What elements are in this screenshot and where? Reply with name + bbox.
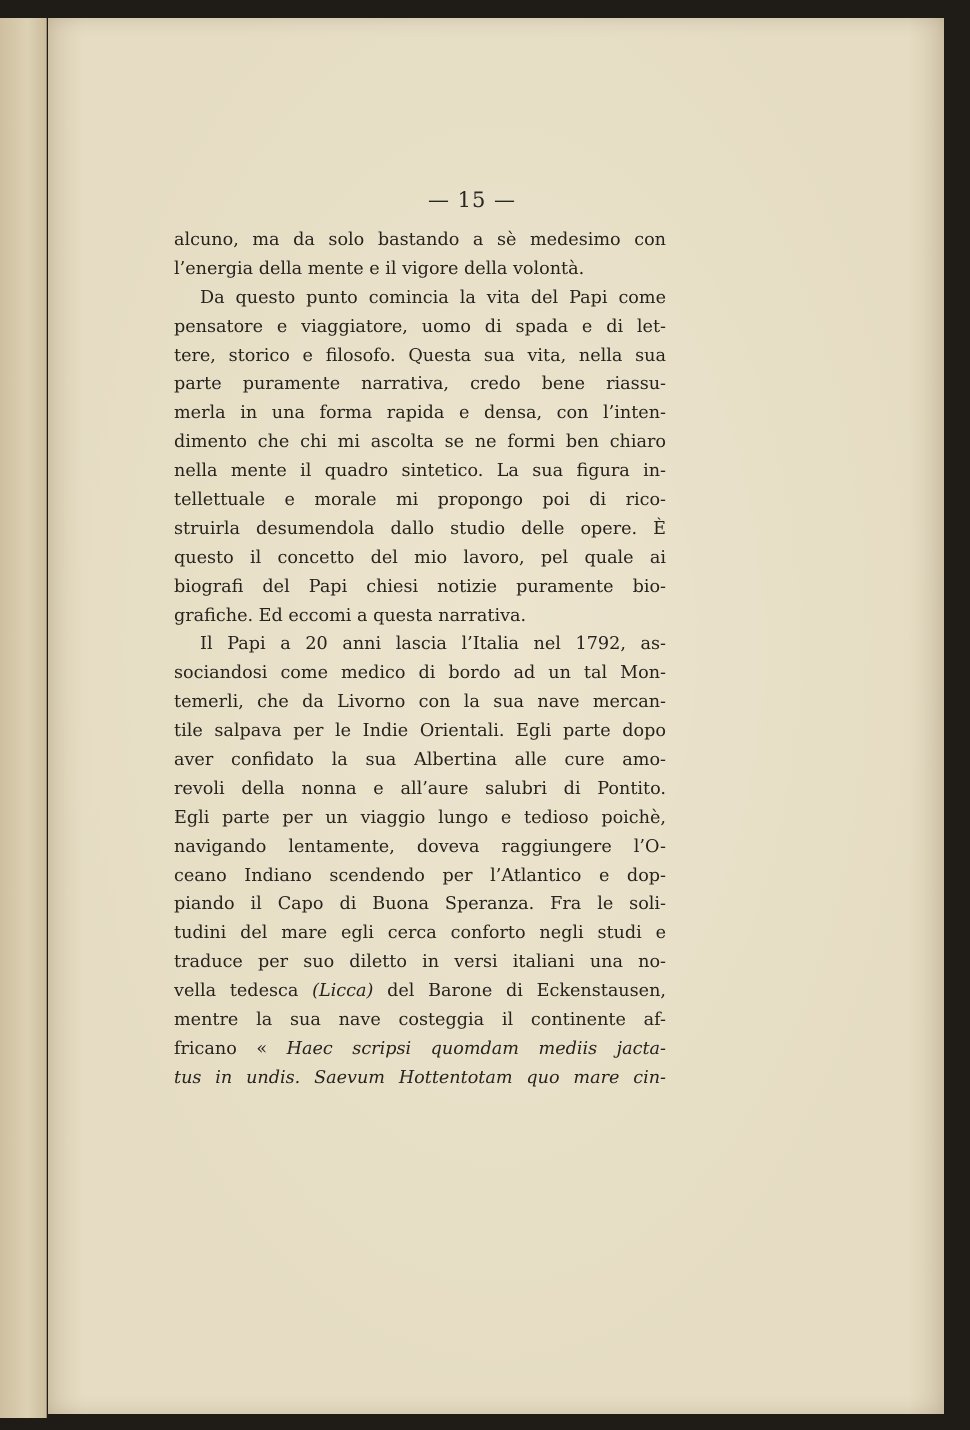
text-line xyxy=(174,342,666,371)
italic-text-segment: tus in undis. Saevum Hottentotam quo mare cin- xyxy=(174,1067,666,1088)
text-line xyxy=(174,573,666,602)
text-segment: aver confidato la sua Albertina alle cure amo- xyxy=(174,750,666,771)
text-segment: vella tedesca xyxy=(174,981,313,1002)
text-segment: traduce per suo diletto in versi italiani una no- xyxy=(174,952,666,973)
text-segment: biografi del Papi chiesi notizie puramente bio- xyxy=(174,576,666,597)
text-segment: ceano Indiano scendendo per l’Atlantico e dop- xyxy=(174,865,666,886)
body-text xyxy=(174,226,666,1093)
text-line xyxy=(174,602,666,631)
text-line xyxy=(174,948,666,977)
text-line xyxy=(174,313,666,342)
text-line xyxy=(174,399,666,428)
text-line xyxy=(174,515,666,544)
text-segment: temerli, che da Livorno con la sua nave mercan- xyxy=(174,692,666,713)
text-line xyxy=(174,544,666,573)
text-segment: nella mente il quadro sintetico. La sua figura in- xyxy=(174,461,666,482)
previous-page-edge xyxy=(0,18,47,1418)
text-line xyxy=(174,284,666,313)
text-line xyxy=(174,890,666,919)
text-line xyxy=(174,428,666,457)
text-line xyxy=(174,919,666,948)
text-segment: mentre la sua nave costeggia il continente af- xyxy=(174,1010,666,1031)
book-page xyxy=(48,18,944,1414)
text-segment: tile salpava per le Indie Orientali. Egli parte dopo xyxy=(174,721,666,742)
text-segment: merla in una forma rapida e densa, con l’inten- xyxy=(174,403,666,424)
text-line xyxy=(174,775,666,804)
text-line xyxy=(174,226,666,255)
text-segment: tere, storico e filosofo. Questa sua vita, nella sua xyxy=(174,345,666,366)
text-line xyxy=(174,486,666,515)
text-line xyxy=(174,833,666,862)
italic-text-segment: (Licca) xyxy=(312,981,374,1002)
text-line xyxy=(174,1064,666,1093)
text-segment: revoli della nonna e all’aure salubri di Pontito. xyxy=(174,778,666,799)
text-line xyxy=(174,630,666,659)
text-segment: parte puramente narrativa, credo bene riassu- xyxy=(174,374,666,395)
text-segment: navigando lentamente, doveva raggiungere l’O- xyxy=(174,836,666,857)
text-segment: Egli parte per un viaggio lungo e tedioso poichè, xyxy=(174,807,666,828)
text-segment: tudini del mare egli cerca conforto negli studi e xyxy=(174,923,666,944)
text-line xyxy=(174,1035,666,1064)
text-segment: questo il concetto del mio lavoro, pel quale ai xyxy=(174,547,666,568)
text-segment: l’energia della mente e il vigore della volontà. xyxy=(174,258,585,279)
text-segment: tellettuale e morale mi propongo poi di rico- xyxy=(174,490,666,511)
text-line xyxy=(174,862,666,891)
text-line xyxy=(174,804,666,833)
text-segment: dimento che chi mi ascolta se ne formi ben chiaro xyxy=(174,432,666,453)
text-line xyxy=(174,255,666,284)
text-segment: pensatore e viaggiatore, uomo di spada e di let- xyxy=(174,316,666,337)
text-line xyxy=(174,688,666,717)
text-segment: fricano « xyxy=(174,1038,287,1059)
text-segment: del Barone di Eckenstausen, xyxy=(373,981,667,1002)
text-segment: alcuno, ma da solo bastando a sè medesimo con xyxy=(174,230,666,250)
text-line xyxy=(174,717,666,746)
text-line xyxy=(174,457,666,486)
text-segment: sociandosi come medico di bordo ad un tal Mon- xyxy=(174,663,666,684)
page-number: — 15 — xyxy=(427,188,517,212)
italic-text-segment: Haec scripsi quomdam mediis jacta- xyxy=(286,1038,666,1059)
text-line xyxy=(174,1006,666,1035)
text-segment: struirla desumendola dallo studio delle opere. È xyxy=(174,518,666,539)
text-line xyxy=(174,659,666,688)
text-segment: grafiche. Ed eccomi a questa narrativa. xyxy=(174,605,527,626)
text-line xyxy=(174,977,666,1006)
text-segment: Da questo punto comincia la vita del Papi come xyxy=(200,287,666,308)
text-line xyxy=(174,370,666,399)
text-segment: piando il Capo di Buona Speranza. Fra le soli- xyxy=(174,894,666,915)
text-segment: Il Papi a 20 anni lascia l’Italia nel 1792, as- xyxy=(200,634,666,655)
text-line xyxy=(174,746,666,775)
